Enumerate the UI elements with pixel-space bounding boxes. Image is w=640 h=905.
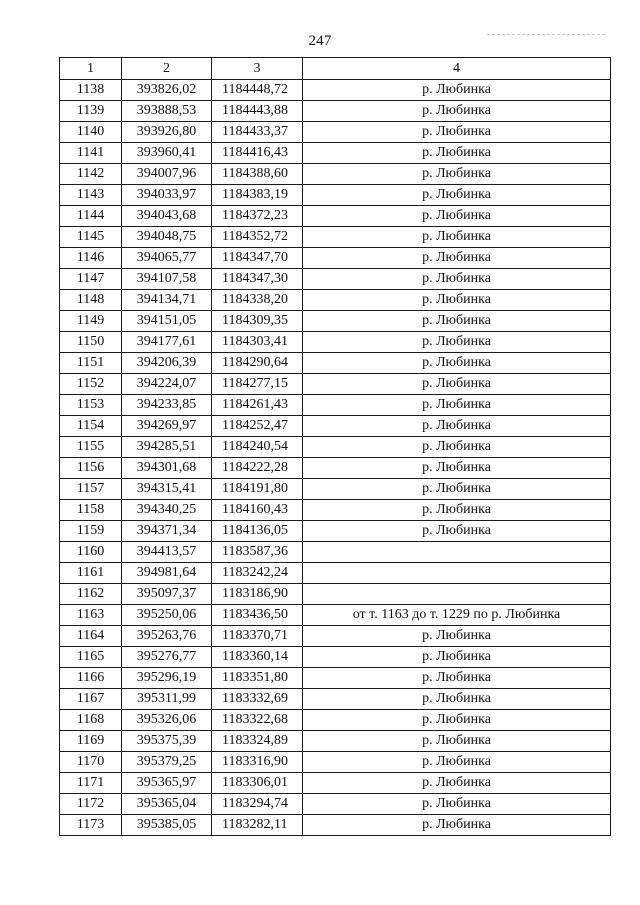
point-number-cell: 1154 xyxy=(60,416,122,437)
table-row xyxy=(60,479,611,500)
point-number-cell: 1169 xyxy=(60,731,122,752)
point-number-cell: 1139 xyxy=(60,101,122,122)
x-coordinate-cell: 393960,41 xyxy=(122,143,212,164)
y-coordinate-cell: 1184191,80 xyxy=(212,479,303,500)
description-cell: р. Любинка xyxy=(303,710,611,731)
table-row xyxy=(60,626,611,647)
x-coordinate-cell: 394033,97 xyxy=(122,185,212,206)
column-header-1: 1 xyxy=(60,58,122,80)
description-cell: р. Любинка xyxy=(303,122,611,143)
y-coordinate-cell: 1183282,11 xyxy=(212,815,303,836)
y-coordinate-cell: 1183332,69 xyxy=(212,689,303,710)
coordinates-table xyxy=(59,57,611,836)
point-number-cell: 1155 xyxy=(60,437,122,458)
table-row xyxy=(60,752,611,773)
table-row xyxy=(60,458,611,479)
x-coordinate-cell: 395250,06 xyxy=(122,605,212,626)
y-coordinate-cell: 1183370,71 xyxy=(212,626,303,647)
column-header-4: 4 xyxy=(303,58,611,80)
x-coordinate-cell: 394233,85 xyxy=(122,395,212,416)
description-cell: р. Любинка xyxy=(303,731,611,752)
y-coordinate-cell: 1184290,64 xyxy=(212,353,303,374)
point-number-cell: 1159 xyxy=(60,521,122,542)
x-coordinate-cell: 394315,41 xyxy=(122,479,212,500)
x-coordinate-cell: 395097,37 xyxy=(122,584,212,605)
y-coordinate-cell: 1183322,68 xyxy=(212,710,303,731)
table-row xyxy=(60,143,611,164)
x-coordinate-cell: 394340,25 xyxy=(122,500,212,521)
y-coordinate-cell: 1184303,41 xyxy=(212,332,303,353)
x-coordinate-cell: 394151,05 xyxy=(122,311,212,332)
description-cell: р. Любинка xyxy=(303,353,611,374)
table-row xyxy=(60,500,611,521)
table-row xyxy=(60,731,611,752)
point-number-cell: 1168 xyxy=(60,710,122,731)
table-row xyxy=(60,374,611,395)
description-cell: р. Любинка xyxy=(303,479,611,500)
description-cell: р. Любинка xyxy=(303,374,611,395)
point-number-cell: 1164 xyxy=(60,626,122,647)
table-row xyxy=(60,311,611,332)
table-row xyxy=(60,794,611,815)
point-number-cell: 1145 xyxy=(60,227,122,248)
table-row xyxy=(60,815,611,836)
point-number-cell: 1151 xyxy=(60,353,122,374)
x-coordinate-cell: 394301,68 xyxy=(122,458,212,479)
table-row xyxy=(60,227,611,248)
point-number-cell: 1171 xyxy=(60,773,122,794)
point-number-cell: 1148 xyxy=(60,290,122,311)
x-coordinate-cell: 394206,39 xyxy=(122,353,212,374)
y-coordinate-cell: 1184433,37 xyxy=(212,122,303,143)
x-coordinate-cell: 395276,77 xyxy=(122,647,212,668)
table-row xyxy=(60,773,611,794)
point-number-cell: 1153 xyxy=(60,395,122,416)
table-row xyxy=(60,248,611,269)
table-row xyxy=(60,542,611,563)
table-row xyxy=(60,584,611,605)
x-coordinate-cell: 394007,96 xyxy=(122,164,212,185)
table-row xyxy=(60,668,611,689)
point-number-cell: 1161 xyxy=(60,563,122,584)
y-coordinate-cell: 1183186,90 xyxy=(212,584,303,605)
table-row xyxy=(60,605,611,626)
table-row xyxy=(60,332,611,353)
description-cell: р. Любинка xyxy=(303,689,611,710)
table-row xyxy=(60,647,611,668)
description-cell: р. Любинка xyxy=(303,227,611,248)
description-cell: р. Любинка xyxy=(303,626,611,647)
description-cell: р. Любинка xyxy=(303,773,611,794)
point-number-cell: 1146 xyxy=(60,248,122,269)
description-cell: р. Любинка xyxy=(303,437,611,458)
description-cell: р. Любинка xyxy=(303,752,611,773)
description-cell xyxy=(303,542,611,563)
y-coordinate-cell: 1184383,19 xyxy=(212,185,303,206)
point-number-cell: 1166 xyxy=(60,668,122,689)
point-number-cell: 1157 xyxy=(60,479,122,500)
description-cell: р. Любинка xyxy=(303,290,611,311)
description-cell: р. Любинка xyxy=(303,143,611,164)
y-coordinate-cell: 1184240,54 xyxy=(212,437,303,458)
table-row xyxy=(60,269,611,290)
description-cell: от т. 1163 до т. 1229 по р. Любинка xyxy=(303,605,611,626)
x-coordinate-cell: 394413,57 xyxy=(122,542,212,563)
y-coordinate-cell: 1184222,28 xyxy=(212,458,303,479)
description-cell: р. Любинка xyxy=(303,647,611,668)
x-coordinate-cell: 394134,71 xyxy=(122,290,212,311)
description-cell: р. Любинка xyxy=(303,458,611,479)
x-coordinate-cell: 394048,75 xyxy=(122,227,212,248)
y-coordinate-cell: 1183306,01 xyxy=(212,773,303,794)
point-number-cell: 1147 xyxy=(60,269,122,290)
x-coordinate-cell: 393888,53 xyxy=(122,101,212,122)
point-number-cell: 1163 xyxy=(60,605,122,626)
description-cell: р. Любинка xyxy=(303,248,611,269)
y-coordinate-cell: 1184372,23 xyxy=(212,206,303,227)
y-coordinate-cell: 1184388,60 xyxy=(212,164,303,185)
point-number-cell: 1156 xyxy=(60,458,122,479)
point-number-cell: 1152 xyxy=(60,374,122,395)
y-coordinate-cell: 1183360,14 xyxy=(212,647,303,668)
table-body xyxy=(60,80,611,836)
y-coordinate-cell: 1184136,05 xyxy=(212,521,303,542)
point-number-cell: 1142 xyxy=(60,164,122,185)
description-cell xyxy=(303,584,611,605)
table-row xyxy=(60,563,611,584)
y-coordinate-cell: 1183351,80 xyxy=(212,668,303,689)
x-coordinate-cell: 394107,58 xyxy=(122,269,212,290)
point-number-cell: 1143 xyxy=(60,185,122,206)
point-number-cell: 1170 xyxy=(60,752,122,773)
y-coordinate-cell: 1183587,36 xyxy=(212,542,303,563)
table-row xyxy=(60,80,611,101)
point-number-cell: 1158 xyxy=(60,500,122,521)
point-number-cell: 1144 xyxy=(60,206,122,227)
point-number-cell: 1167 xyxy=(60,689,122,710)
x-coordinate-cell: 394065,77 xyxy=(122,248,212,269)
x-coordinate-cell: 394981,64 xyxy=(122,563,212,584)
y-coordinate-cell: 1183436,50 xyxy=(212,605,303,626)
x-coordinate-cell: 393826,02 xyxy=(122,80,212,101)
x-coordinate-cell: 395365,97 xyxy=(122,773,212,794)
x-coordinate-cell: 394285,51 xyxy=(122,437,212,458)
y-coordinate-cell: 1184309,35 xyxy=(212,311,303,332)
y-coordinate-cell: 1184277,15 xyxy=(212,374,303,395)
y-coordinate-cell: 1184160,43 xyxy=(212,500,303,521)
y-coordinate-cell: 1184347,70 xyxy=(212,248,303,269)
table-row xyxy=(60,290,611,311)
description-cell: р. Любинка xyxy=(303,500,611,521)
description-cell: р. Любинка xyxy=(303,815,611,836)
scan-artifact-mark xyxy=(487,34,605,36)
point-number-cell: 1138 xyxy=(60,80,122,101)
point-number-cell: 1173 xyxy=(60,815,122,836)
x-coordinate-cell: 395296,19 xyxy=(122,668,212,689)
y-coordinate-cell: 1183324,89 xyxy=(212,731,303,752)
table-row xyxy=(60,164,611,185)
point-number-cell: 1162 xyxy=(60,584,122,605)
description-cell: р. Любинка xyxy=(303,416,611,437)
x-coordinate-cell: 394043,68 xyxy=(122,206,212,227)
x-coordinate-cell: 395385,05 xyxy=(122,815,212,836)
column-header-3: 3 xyxy=(212,58,303,80)
y-coordinate-cell: 1184347,30 xyxy=(212,269,303,290)
description-cell xyxy=(303,563,611,584)
table-row xyxy=(60,206,611,227)
description-cell: р. Любинка xyxy=(303,269,611,290)
point-number-cell: 1140 xyxy=(60,122,122,143)
y-coordinate-cell: 1184416,43 xyxy=(212,143,303,164)
table-row xyxy=(60,353,611,374)
description-cell: р. Любинка xyxy=(303,521,611,542)
point-number-cell: 1149 xyxy=(60,311,122,332)
description-cell: р. Любинка xyxy=(303,668,611,689)
x-coordinate-cell: 395365,04 xyxy=(122,794,212,815)
table-row xyxy=(60,437,611,458)
x-coordinate-cell: 395326,06 xyxy=(122,710,212,731)
point-number-cell: 1150 xyxy=(60,332,122,353)
x-coordinate-cell: 395379,25 xyxy=(122,752,212,773)
y-coordinate-cell: 1184352,72 xyxy=(212,227,303,248)
y-coordinate-cell: 1184443,88 xyxy=(212,101,303,122)
x-coordinate-cell: 393926,80 xyxy=(122,122,212,143)
description-cell: р. Любинка xyxy=(303,794,611,815)
description-cell: р. Любинка xyxy=(303,80,611,101)
table-row xyxy=(60,101,611,122)
column-header-2: 2 xyxy=(122,58,212,80)
description-cell: р. Любинка xyxy=(303,332,611,353)
y-coordinate-cell: 1184261,43 xyxy=(212,395,303,416)
page-number: 247 xyxy=(308,33,332,49)
point-number-cell: 1160 xyxy=(60,542,122,563)
y-coordinate-cell: 1184252,47 xyxy=(212,416,303,437)
x-coordinate-cell: 395311,99 xyxy=(122,689,212,710)
x-coordinate-cell: 394269,97 xyxy=(122,416,212,437)
x-coordinate-cell: 395263,76 xyxy=(122,626,212,647)
x-coordinate-cell: 394177,61 xyxy=(122,332,212,353)
description-cell: р. Любинка xyxy=(303,311,611,332)
y-coordinate-cell: 1184338,20 xyxy=(212,290,303,311)
y-coordinate-cell: 1183242,24 xyxy=(212,563,303,584)
header-row xyxy=(60,58,611,80)
description-cell: р. Любинка xyxy=(303,395,611,416)
table-row xyxy=(60,185,611,206)
point-number-cell: 1172 xyxy=(60,794,122,815)
point-number-cell: 1141 xyxy=(60,143,122,164)
table-row xyxy=(60,689,611,710)
table-row xyxy=(60,416,611,437)
description-cell: р. Любинка xyxy=(303,101,611,122)
y-coordinate-cell: 1183316,90 xyxy=(212,752,303,773)
point-number-cell: 1165 xyxy=(60,647,122,668)
y-coordinate-cell: 1183294,74 xyxy=(212,794,303,815)
x-coordinate-cell: 395375,39 xyxy=(122,731,212,752)
description-cell: р. Любинка xyxy=(303,206,611,227)
x-coordinate-cell: 394224,07 xyxy=(122,374,212,395)
x-coordinate-cell: 394371,34 xyxy=(122,521,212,542)
table-row xyxy=(60,710,611,731)
description-cell: р. Любинка xyxy=(303,164,611,185)
table-row xyxy=(60,122,611,143)
table-row xyxy=(60,395,611,416)
description-cell: р. Любинка xyxy=(303,185,611,206)
table-row xyxy=(60,521,611,542)
y-coordinate-cell: 1184448,72 xyxy=(212,80,303,101)
